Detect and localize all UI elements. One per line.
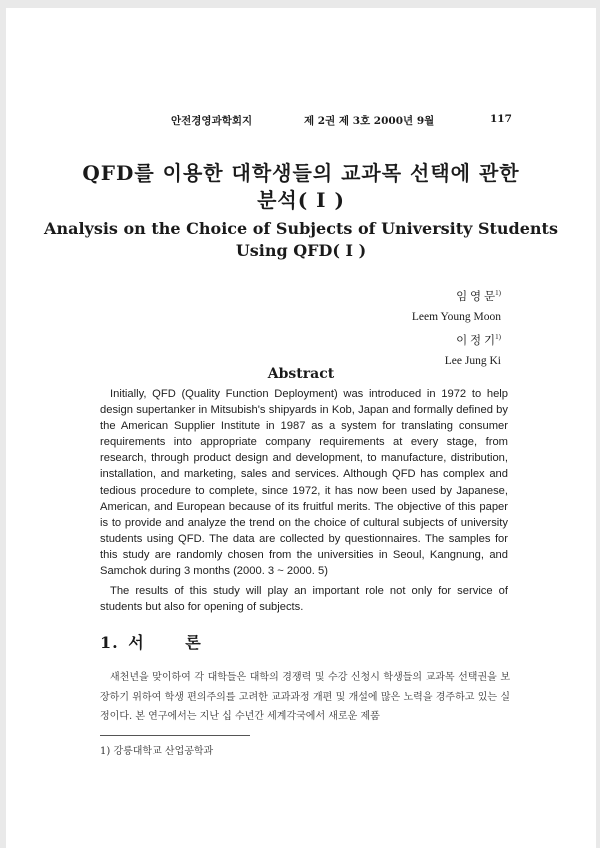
section-heading <box>100 630 219 653</box>
footnote-rule <box>100 735 250 736</box>
abstract-body <box>100 386 508 615</box>
section-title: 서 론 <box>128 633 219 652</box>
english-title-line-2: Using QFD( I ) <box>235 241 367 260</box>
korean-title-line-1: QFD를 이용한 대학생들의 교과목 선택에 관한 <box>82 161 520 185</box>
page-number: 117 <box>490 113 512 125</box>
english-title-line-1: Analysis on the Choice of Subjects of University Students <box>44 219 558 238</box>
abstract-paragraph: The results of this study will play an important role not only for service of students but also for opening of subjects. <box>100 585 508 614</box>
abstract-paragraph: Initially, QFD (Quality Function Deployment) was introduced in 1972 to help design supertanker in Mitsubish's shipyards in Kob, Japan and formally defined by the American Supplier Institute in 1987 as a system for translating consumer requirements into appropriate company requirements at every stage, from research, through product design and development, to manufacture, distribution, installation, and marketing, sales and services. Although QFD has complex and tedious procedure to complete, since 1972, it has now been used by Japanese, American, and European because of its fruitful merits. The objective of this paper is to provide and analyze the trend on the choice of cultural subjects of university students using QFD. The data are collected by questionnaires. The samples for this study are randomly chosen from the universities in Seoul, Kangnung, and Samchok during 3 months (2000. 3 ~ 2000. 5) <box>100 388 508 578</box>
body-paragraph: 새천년을 맞이하여 각 대학들은 대학의 경쟁력 및 수강 신청시 학생들의 교과목 선택권을 보장하기 위하여 학생 편의주의를 고려한 교과과정 개편 및 개설에 많은 노력을 경주하고 있는 실정이다. 본 연구에서는 지난 십 수년간 세계각국에서 새로운 제품 <box>100 672 510 722</box>
paper-page <box>6 8 596 848</box>
korean-title-line-2: 분석( I ) <box>257 188 345 212</box>
abstract-heading: Abstract <box>267 366 335 382</box>
section-number: 1. <box>100 633 119 652</box>
author-1-korean: 임 영 문$^{1)}$ <box>456 289 501 303</box>
affiliation-mark: 1) <box>495 332 501 341</box>
author-2-korean: 이 정 기$^{1)}$ <box>456 332 501 347</box>
english-title <box>6 218 596 262</box>
section-body <box>100 668 510 727</box>
issue-info: 제 2권 제 3호 2000년 9월 <box>304 115 435 127</box>
author-block <box>412 283 501 371</box>
author-2-english: Lee Jung Ki <box>444 354 501 367</box>
affiliation-mark: 1) <box>495 289 501 297</box>
journal-name: 안전경영과학회지 <box>171 115 253 127</box>
footnote: 1) 강릉대학교 산업공학과 <box>100 746 214 757</box>
korean-title <box>6 160 596 214</box>
author-1-english: Leem Young Moon <box>411 310 501 323</box>
